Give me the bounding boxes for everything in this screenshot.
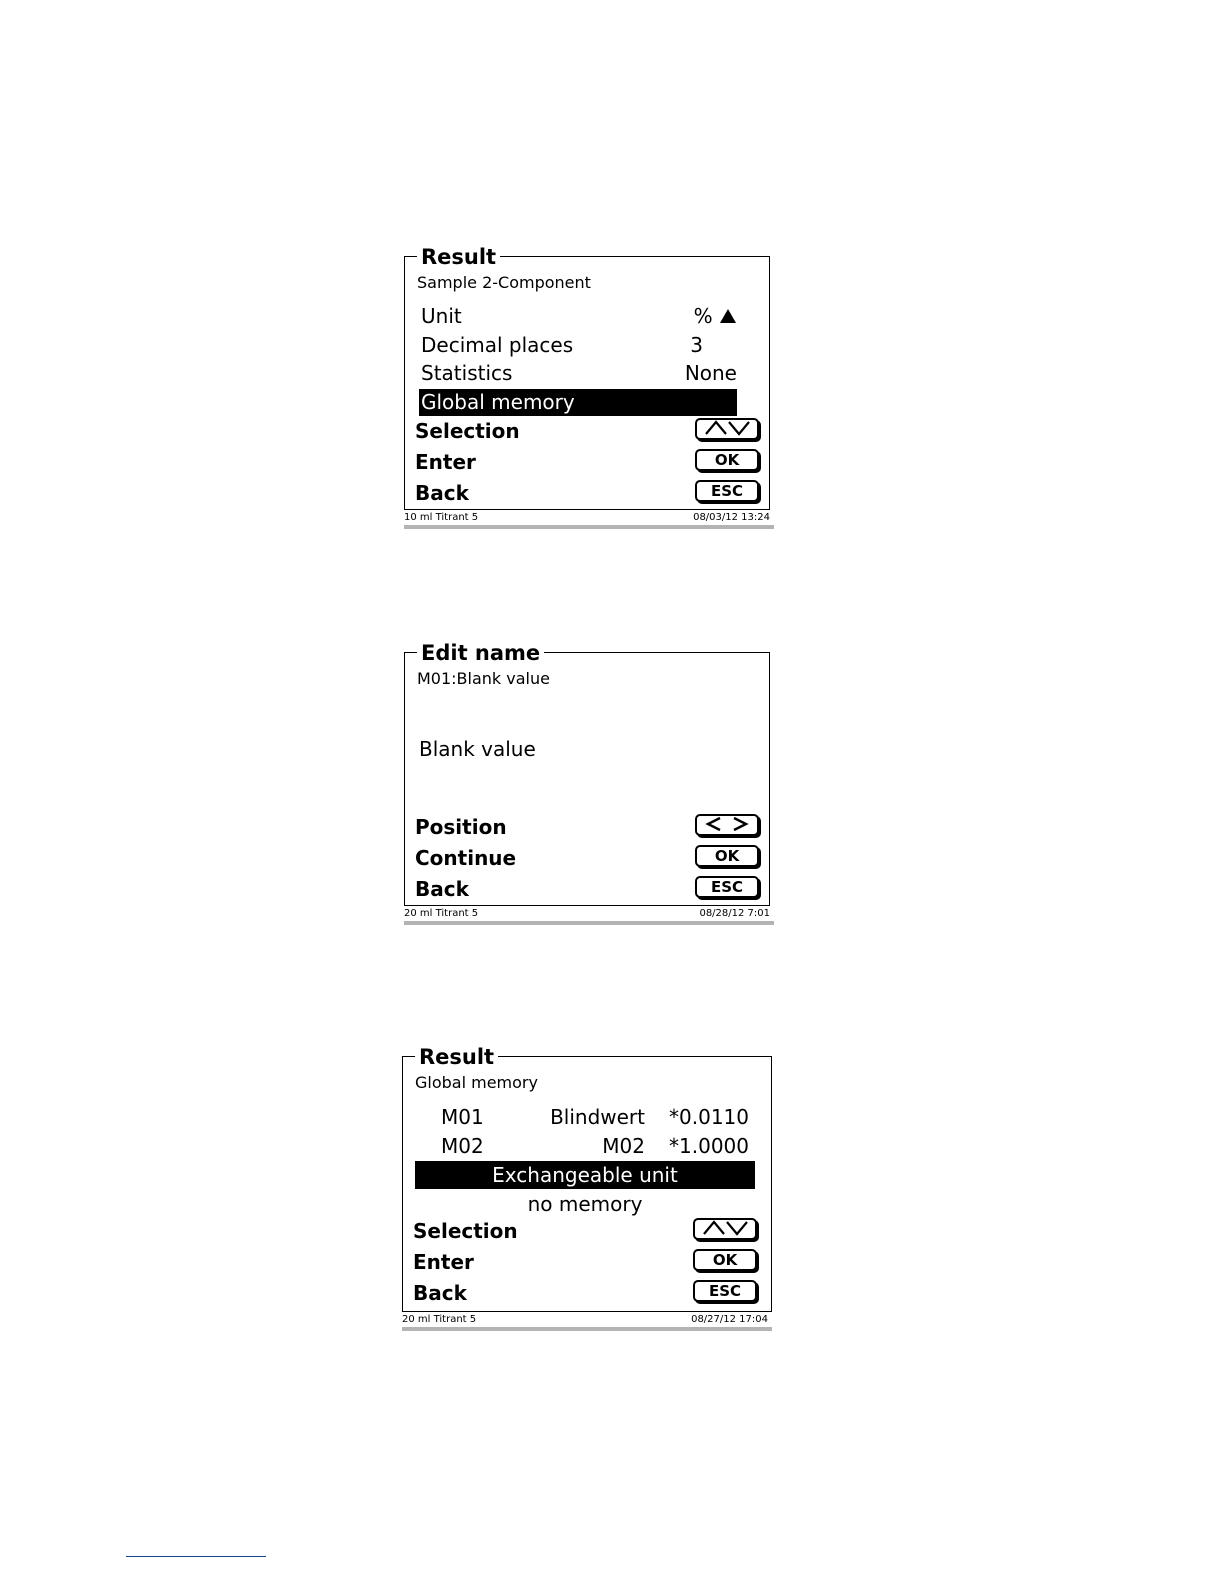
datetime: 08/28/12 7:01 [699,908,770,919]
screen-title: Result [415,1045,498,1069]
no-memory-row[interactable]: no memory [527,1192,643,1216]
memory-name: M02 [602,1134,645,1158]
ok-key[interactable]: OK [695,449,759,471]
left-right-key[interactable] [695,814,759,836]
unit-value: % [694,303,737,330]
screen-title: Edit name [417,641,544,665]
chevron-up-down-icon [703,420,751,436]
screen-title: Result [417,245,500,269]
softkey-back [413,1279,757,1309]
scroll-up-arrow-icon [719,308,737,324]
decimal-places-value: 3 [690,333,703,357]
softkey-label: Selection [413,1219,518,1243]
screen-subtitle: M01:Blank value [417,669,550,688]
screen-subtitle: Sample 2-Component [417,273,591,292]
up-down-key[interactable] [695,418,759,440]
statistics-label: Statistics [421,361,513,385]
memory-id: M02 [441,1134,484,1158]
footnote-separator [126,1556,266,1557]
softkey-position [415,813,759,843]
status-bar [404,511,774,529]
softkey-back [415,479,759,509]
unit-row[interactable] [419,303,737,330]
exchangeable-unit-row[interactable]: Exchangeable unit [415,1161,755,1189]
edit-name-screen [404,641,770,906]
memory-value: *1.0000 [669,1134,749,1158]
memory-value: *0.0110 [669,1105,749,1129]
softkey-label: Selection [415,419,520,443]
softkey-enter [413,1248,757,1278]
esc-key[interactable]: ESC [695,876,759,898]
ok-key[interactable]: OK [695,845,759,867]
global-memory-row[interactable] [419,389,737,416]
result-screen [404,245,770,510]
softkey-label: Back [415,481,469,505]
up-down-key[interactable] [693,1218,757,1240]
softkey-label: Continue [415,846,517,870]
statistics-value: None [684,361,737,385]
screen-subtitle: Global memory [415,1073,538,1092]
softkey-label: Enter [413,1250,474,1274]
titrant-info: 20 ml Titrant 5 [404,908,479,919]
unit-label: Unit [421,304,462,328]
statistics-row[interactable] [419,360,737,387]
softkey-back [415,875,759,905]
esc-key[interactable]: ESC [693,1280,757,1302]
titrant-info: 20 ml Titrant 5 [402,1314,477,1325]
titrant-info: 10 ml Titrant 5 [404,512,479,523]
status-bar [404,907,774,925]
global-memory-label: Global memory [421,390,575,414]
softkey-label: Position [415,815,507,839]
softkey-enter [415,448,759,478]
memory-name: Blindwert [550,1105,645,1129]
softkey-label: Enter [415,450,476,474]
memory-id: M01 [441,1105,484,1129]
esc-key[interactable]: ESC [695,480,759,502]
datetime: 08/27/12 17:04 [691,1314,768,1325]
decimal-places-row[interactable] [419,332,737,359]
chevron-left-right-icon [703,816,751,832]
memory-row-m02[interactable] [415,1132,755,1160]
global-memory-screen [402,1045,772,1312]
softkey-label: Back [413,1281,467,1305]
chevron-up-down-icon [701,1220,749,1236]
softkey-selection [415,417,759,447]
softkey-selection [413,1217,757,1247]
ok-key[interactable]: OK [693,1249,757,1271]
softkey-label: Back [415,877,469,901]
name-input[interactable]: Blank value [419,737,536,761]
status-bar [402,1313,772,1331]
decimal-places-label: Decimal places [421,333,574,357]
softkey-continue [415,844,759,874]
datetime: 08/03/12 13:24 [693,512,770,523]
memory-row-m01[interactable] [415,1103,755,1131]
